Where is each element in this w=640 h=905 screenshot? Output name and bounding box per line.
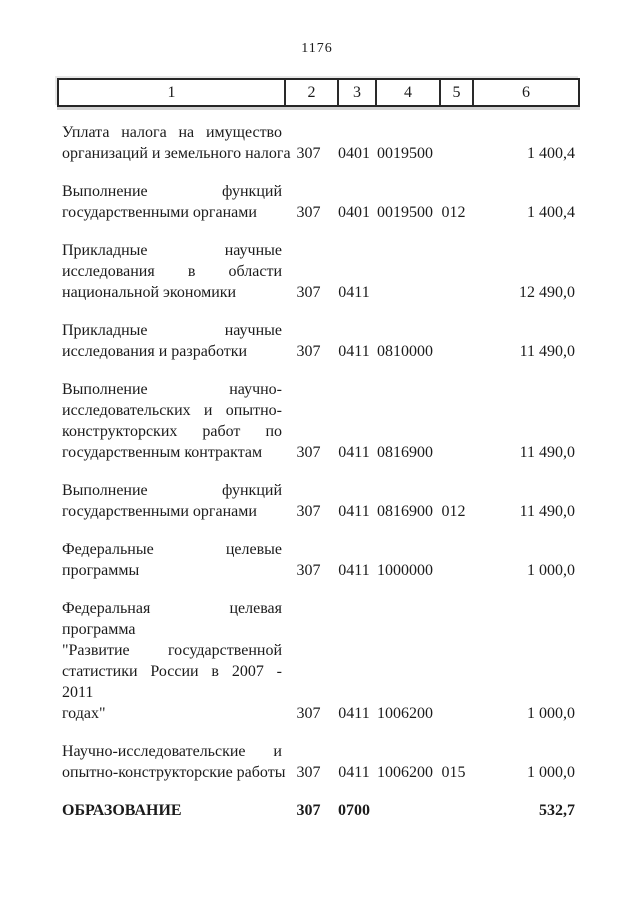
code-target-item: [373, 240, 437, 320]
row-description: [57, 480, 282, 539]
description-line: Уплата налога на имущество: [62, 124, 282, 141]
description-line: ОБРАЗОВАНИЕ: [62, 802, 182, 819]
amount: 1 400,4: [527, 145, 575, 162]
code-expense-type: 012: [441, 204, 466, 221]
code-section: 0411: [338, 503, 370, 520]
code-section: 0411: [338, 444, 370, 461]
code-chapter: 307: [296, 705, 321, 722]
description-line: национальной экономики: [62, 284, 237, 301]
description-line: конструкторских работ по: [62, 423, 282, 440]
description-line: Научно-исследовательские и: [62, 743, 282, 760]
budget-appropriations-table: [57, 122, 576, 838]
amount: 12 490,0: [519, 284, 575, 301]
description-line: программы: [62, 562, 140, 579]
row-description: [57, 240, 282, 320]
amount: 11 490,0: [519, 503, 575, 520]
description-line: статистики России в 2007 - 2011: [62, 663, 282, 701]
row-description: [57, 598, 282, 741]
header-cell-4: 4: [375, 80, 439, 105]
amount: 1 000,0: [527, 562, 575, 579]
code-target-item: 1006200: [377, 764, 433, 781]
amount: 11 490,0: [519, 343, 575, 360]
table-row: [57, 320, 576, 379]
code-section: 0411: [338, 562, 370, 579]
description-line: Выполнение функций: [62, 482, 282, 499]
code-section: 0700: [338, 802, 370, 819]
description-line: Выполнение научно-: [62, 381, 282, 398]
row-description: [57, 800, 282, 838]
header-cell-5: 5: [439, 80, 472, 105]
code-expense-type: 012: [441, 503, 466, 520]
row-description: [57, 741, 286, 800]
code-section: 0401: [338, 145, 370, 162]
code-section: 0411: [338, 764, 370, 781]
code-chapter: 307: [296, 444, 321, 461]
header-cell-6: 6: [472, 80, 578, 105]
code-chapter: 307: [296, 204, 321, 221]
code-expense-type: [437, 320, 470, 379]
code-target-item: 0816900: [377, 444, 433, 461]
header-cell-1: 1: [167, 83, 176, 101]
code-target-item: 0816900: [377, 503, 433, 520]
code-chapter: 307: [296, 284, 321, 301]
code-chapter: 307: [296, 802, 321, 819]
code-expense-type: [437, 240, 470, 320]
code-expense-type: [437, 598, 470, 741]
code-chapter: 307: [296, 764, 321, 781]
code-expense-type: 015: [441, 764, 466, 781]
code-chapter: 307: [296, 145, 321, 162]
amount: 1 400,4: [527, 204, 575, 221]
code-target-item: 0019500: [377, 145, 433, 162]
code-section: 0411: [338, 705, 370, 722]
description-line: Выполнение функций: [62, 183, 282, 200]
code-expense-type: [437, 800, 470, 838]
code-section: 0411: [338, 284, 370, 301]
description-line: "Развитие государственной: [62, 642, 282, 659]
code-section: 0401: [338, 204, 370, 221]
description-line: исследовательских и опытно-: [62, 402, 282, 419]
table-row: [57, 539, 576, 598]
code-chapter: 307: [296, 343, 321, 360]
code-target-item: 1000000: [377, 562, 433, 579]
code-section: 0411: [338, 343, 370, 360]
table-row: [57, 598, 576, 741]
description-line: годах": [62, 705, 106, 722]
code-target-item: 1006200: [377, 705, 433, 722]
table-row: [57, 240, 576, 320]
table-row: [57, 480, 576, 539]
column-numbers-header: [57, 78, 580, 107]
code-target-item: 0810000: [377, 343, 433, 360]
code-expense-type: [437, 122, 470, 181]
description-line: организаций и земельного налога: [62, 145, 291, 162]
code-chapter: 307: [296, 562, 321, 579]
amount: 11 490,0: [519, 444, 575, 461]
row-description: [57, 379, 282, 480]
table-row: [57, 800, 576, 838]
amount: 1 000,0: [527, 764, 575, 781]
description-line: исследования в области: [62, 263, 282, 280]
code-expense-type: [437, 379, 470, 480]
header-row: [59, 80, 578, 105]
description-line: исследования и разработки: [62, 343, 248, 360]
amount: 1 000,0: [527, 705, 575, 722]
table-row: [57, 379, 576, 480]
header-cell-3: 3: [337, 80, 375, 105]
code-target-item: 0019500: [377, 204, 433, 221]
description-line: Федеральные целевые: [62, 541, 282, 558]
description-line: опытно-конструкторские работы: [62, 764, 286, 781]
row-description: [57, 539, 282, 598]
description-line: Прикладные научные: [62, 242, 282, 259]
row-description: [57, 181, 282, 240]
header-cell-2: 2: [284, 80, 337, 105]
description-line: Прикладные научные: [62, 322, 282, 339]
description-line: государственными органами: [62, 204, 257, 221]
table-row: [57, 181, 576, 240]
amount: 532,7: [539, 802, 575, 819]
row-description: [57, 320, 282, 379]
code-expense-type: [437, 539, 470, 598]
description-line: государственным контрактам: [62, 444, 263, 461]
table-body: [57, 122, 576, 838]
code-target-item: [373, 800, 437, 838]
table-row: [57, 122, 576, 181]
table-row: [57, 741, 576, 800]
description-line: Федеральная целевая программа: [62, 600, 282, 638]
description-line: государственными органами: [62, 503, 257, 520]
code-chapter: 307: [296, 503, 321, 520]
page-number: 1176: [301, 41, 333, 56]
row-description: [57, 122, 291, 181]
